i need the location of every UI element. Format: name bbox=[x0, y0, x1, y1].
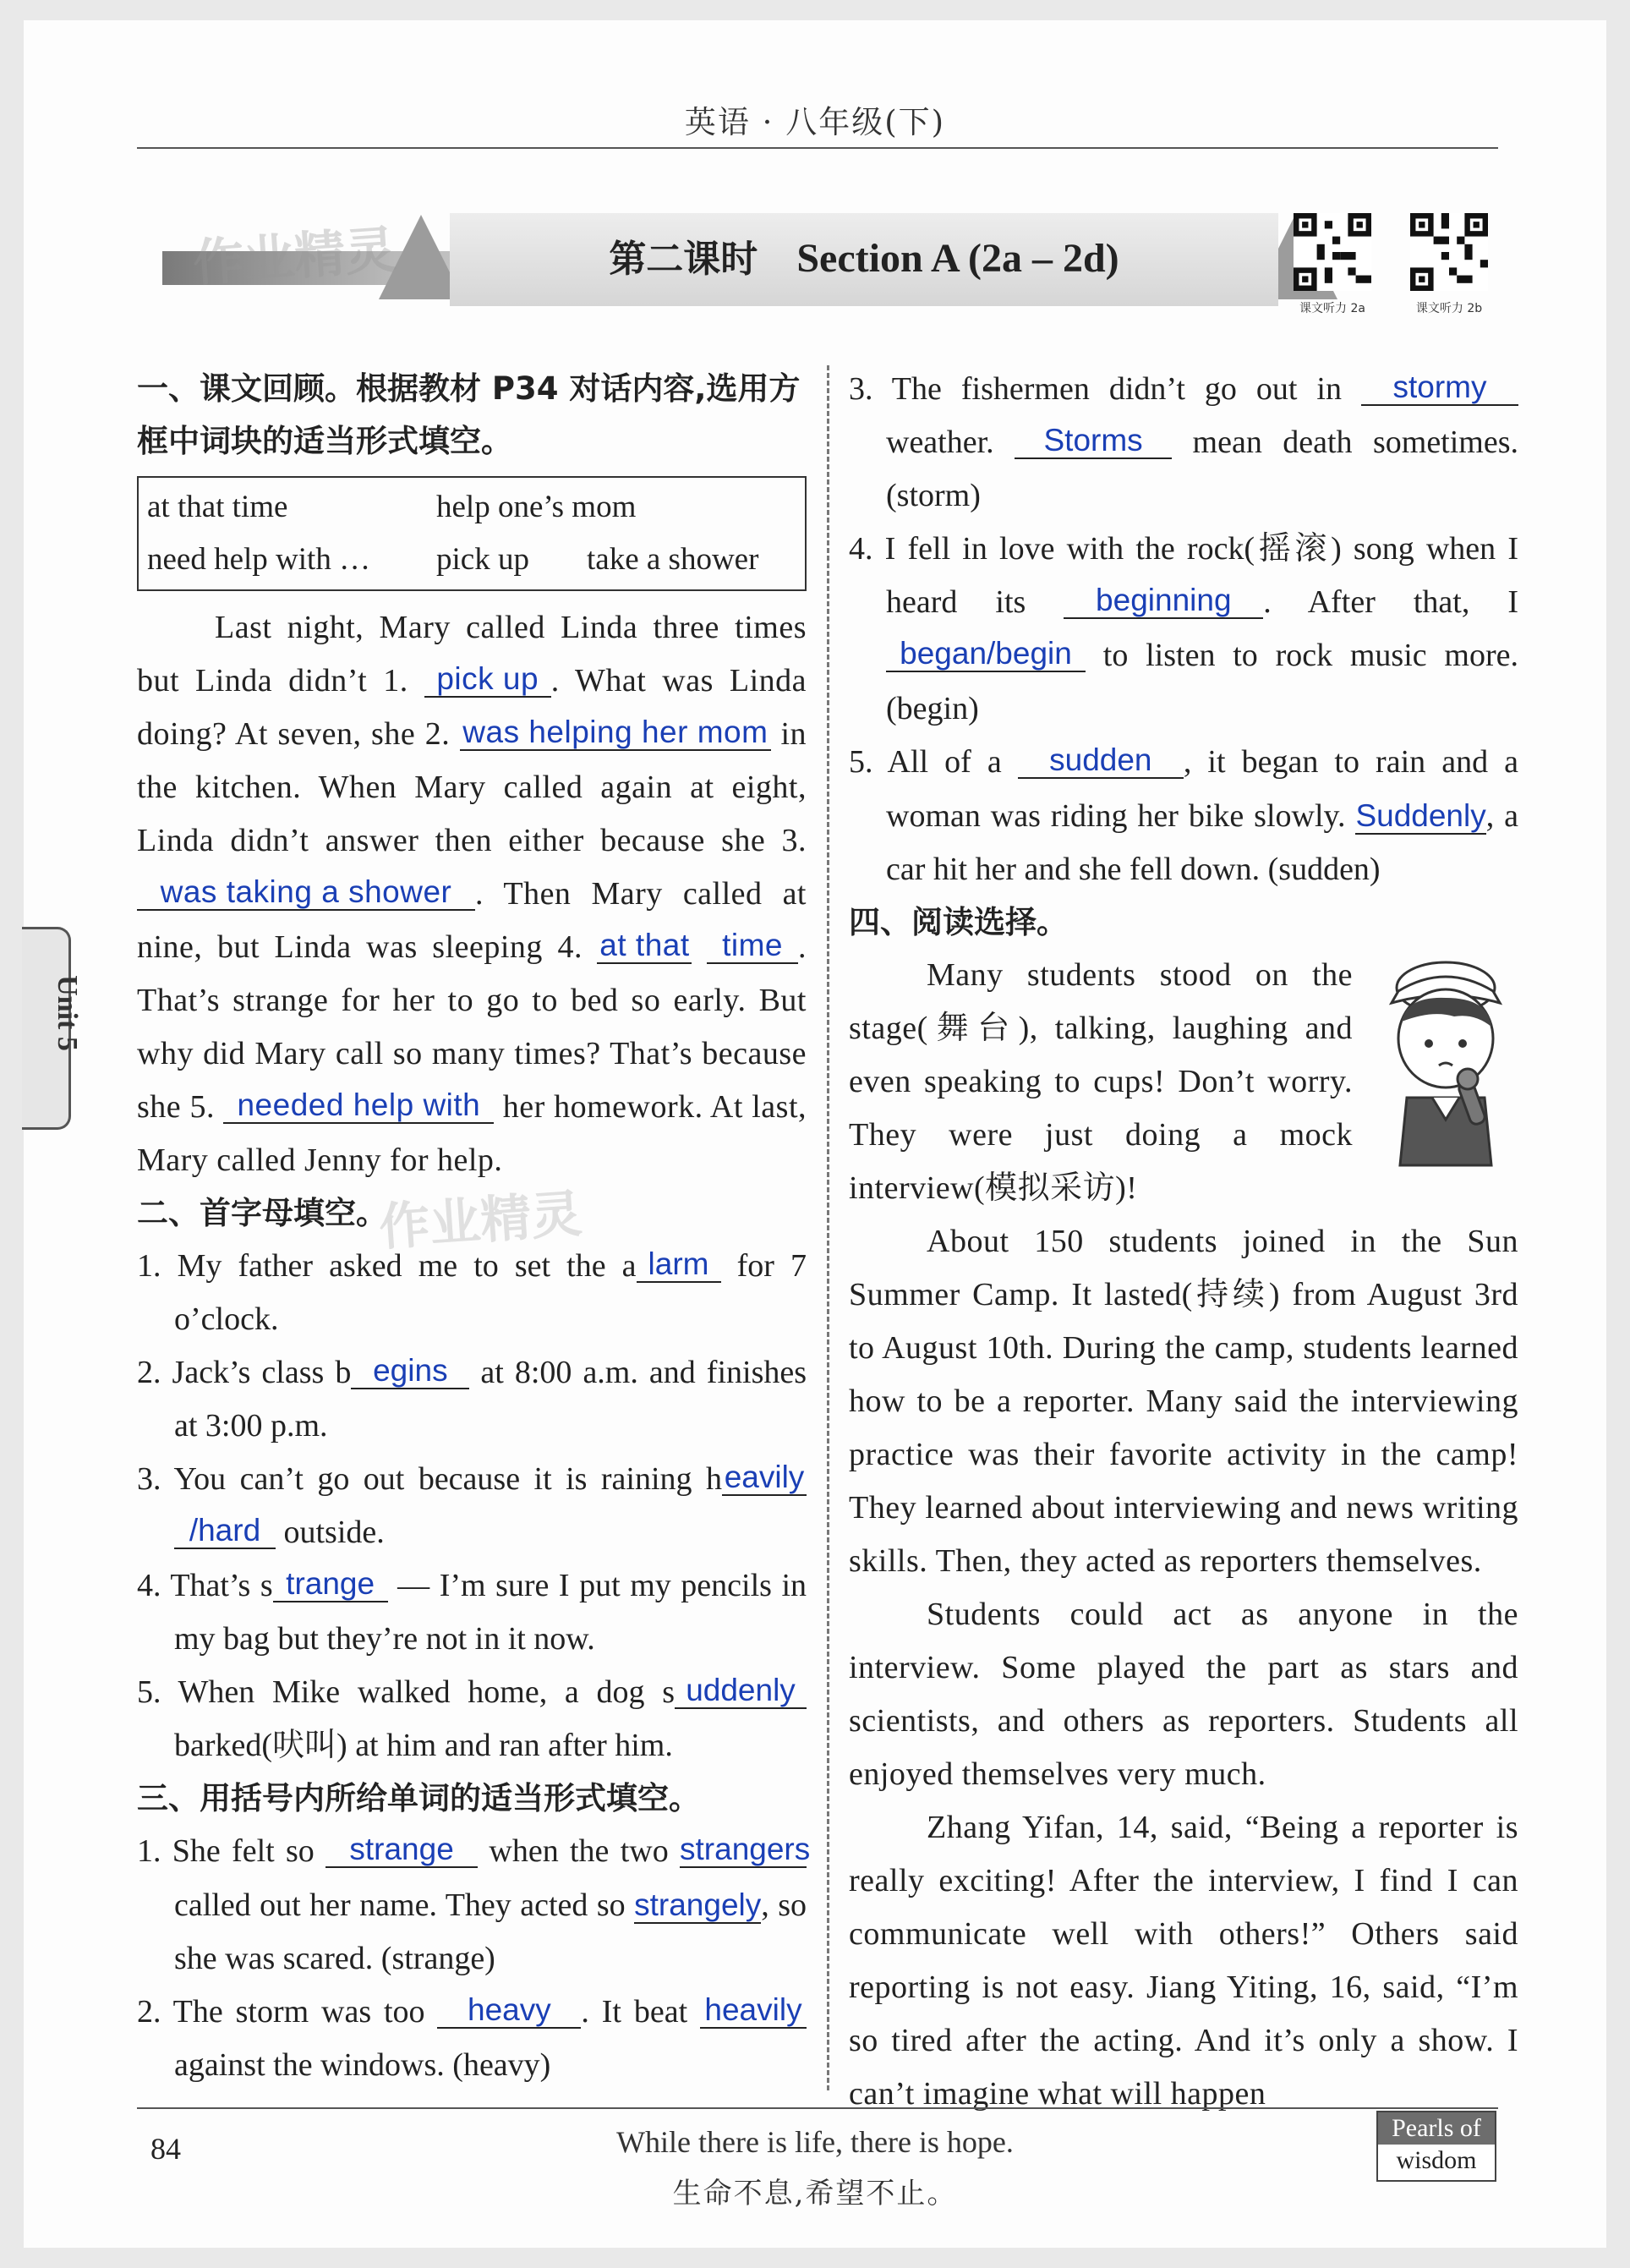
item-text: . After that, I bbox=[1263, 584, 1519, 620]
word-box-row bbox=[147, 481, 796, 534]
word-chunk: at that time bbox=[147, 490, 288, 524]
cloze-item bbox=[137, 1346, 807, 1453]
watermark-logo: 作业精灵 bbox=[377, 1184, 584, 1258]
word-chunk: pick up bbox=[436, 542, 529, 577]
word-chunk: help one’s mom bbox=[436, 490, 637, 524]
answer-blank[interactable]: began/begin bbox=[886, 637, 1086, 672]
item-text: 1. She felt so bbox=[137, 1833, 315, 1869]
answer-blank[interactable]: stormy bbox=[1361, 370, 1518, 406]
lesson-title bbox=[450, 228, 1278, 282]
reading-paragraph: Students could act as anyone in the interview. Some played the part as stars and scientists, and others as reporters. Students all enjoyed themselves very much. bbox=[849, 1597, 1518, 1792]
qr-caption-2a: 课文听力 2a bbox=[1299, 302, 1365, 315]
answer-blank[interactable]: heavily bbox=[700, 1993, 807, 2029]
answer-blank[interactable]: time bbox=[707, 929, 798, 964]
answer-blank[interactable]: beginning bbox=[1064, 583, 1263, 619]
footer-rule bbox=[137, 2107, 1498, 2109]
answer-blank[interactable]: pick up bbox=[424, 662, 551, 698]
answer-blank[interactable]: needed help with bbox=[223, 1088, 494, 1124]
answer-blank[interactable]: sudden bbox=[1018, 743, 1184, 779]
answer-blank[interactable]: Suddenly bbox=[1355, 798, 1486, 833]
section-3-title: 三、用括号内所给单词的适当形式填空。 bbox=[137, 1780, 700, 1816]
item-text: , so she was scared. (strange) bbox=[174, 1887, 807, 1976]
item-text: 4. That’s s bbox=[137, 1568, 273, 1603]
word-box bbox=[137, 476, 807, 591]
word-form-item bbox=[137, 1986, 807, 2092]
header-rule bbox=[137, 147, 1498, 149]
passage-text: Last night, Mary called Linda three times but Linda didn’t 1. bbox=[137, 610, 807, 698]
motto-chinese: 生命不息,希望不止。 bbox=[672, 2177, 958, 2210]
item-text: called out her name. They acted so bbox=[174, 1887, 626, 1923]
item-text: outside. bbox=[283, 1515, 385, 1550]
running-header: 英语 · 八年级(下) bbox=[684, 104, 946, 140]
item-text: , it began to rain and a woman was riding her bike slowly. bbox=[886, 744, 1519, 834]
badge-bottom: wisdom bbox=[1396, 2146, 1477, 2174]
cloze-item bbox=[137, 1453, 807, 1559]
item-text: for 7 o’clock. bbox=[174, 1248, 807, 1337]
reading-paragraph: About 150 students joined in the Sun Summer Camp. It lasted(持续) from August 3rd to August 10th. During the camp, students learned how to be a reporter. Many said the interviewing practice was their favorite activity in the camp! They learned about interviewing and news writing skills. Then, they acted as reporters themselves. bbox=[849, 1224, 1518, 1579]
watermark-logo: 作业精灵 bbox=[191, 220, 398, 294]
section-4-title: 四、阅读选择。 bbox=[849, 904, 1068, 940]
passage-text: . What was Linda doing? At seven, she 2. bbox=[137, 663, 807, 752]
qr-code-icon-2b[interactable] bbox=[1410, 213, 1488, 291]
word-chunk: take a shower bbox=[587, 542, 759, 577]
item-text: to listen to rock music more. (begin) bbox=[886, 638, 1518, 726]
answer-blank[interactable]: heavy bbox=[437, 1993, 581, 2029]
item-text: at 8:00 a.m. and finishes at 3:00 p.m. bbox=[174, 1355, 807, 1444]
reading-paragraph: Zhang Yifan, 14, said, “Being a reporter is really exciting! After the interview, I find I can communicate well with others!” Others said reporting is not easy. Jiang Yiting, 16, said, “I’m so tired after the acting. And it’s only a show. I can’t imagine what will happen bbox=[849, 1810, 1518, 2112]
item-text: 1. My father asked me to set the a bbox=[137, 1248, 637, 1284]
answer-blank[interactable]: strange bbox=[325, 1832, 478, 1868]
item-text: . It beat bbox=[581, 1994, 688, 2030]
item-text: — I’m sure I put my pencils in my bag but they’re not in it now. bbox=[174, 1568, 807, 1657]
item-text: 2. The storm was too bbox=[137, 1994, 425, 2030]
answer-blank[interactable]: at that bbox=[597, 929, 692, 964]
answer-blank[interactable]: /hard bbox=[174, 1514, 276, 1549]
qr-caption-2b: 课文听力 2b bbox=[1415, 302, 1483, 315]
item-text: when the two bbox=[489, 1833, 669, 1869]
qr-code-icon-2a[interactable] bbox=[1294, 213, 1371, 291]
review-passage bbox=[137, 601, 807, 1187]
lesson-title-en: Section A (2a – 2d) bbox=[796, 236, 1119, 281]
answer-blank[interactable]: egins bbox=[351, 1354, 469, 1389]
item-text: 3. You can’t go out because it is raining h bbox=[137, 1461, 722, 1497]
lesson-title-cn: 第二课时 bbox=[609, 238, 758, 281]
reading-paragraph: Many students stood on the stage(舞台), talking, laughing and even speaking to cups! Don’t worry. They were just doing a mock interview(模拟采访)! bbox=[849, 957, 1353, 1206]
item-text: 4. I fell in love with the rock(摇滚) song when I heard its bbox=[849, 531, 1518, 620]
word-chunk: need help with … bbox=[147, 542, 371, 577]
textbook-page bbox=[24, 20, 1606, 2248]
passage-text: . Then Mary called at nine, but Linda was sleeping 4. bbox=[137, 876, 807, 965]
section-2-title: 二、首字母填空。 bbox=[137, 1195, 387, 1231]
answer-blank[interactable]: Storms bbox=[1015, 424, 1172, 459]
item-text: 2. Jack’s class b bbox=[137, 1355, 352, 1390]
item-text: 3. The fishermen didn’t go out in bbox=[849, 371, 1342, 407]
word-form-item bbox=[137, 1825, 811, 1986]
answer-blank[interactable]: was helping her mom bbox=[460, 715, 771, 751]
item-text: 5. All of a bbox=[849, 744, 1002, 780]
answer-blank[interactable]: eavily bbox=[722, 1460, 807, 1496]
cloze-item bbox=[137, 1559, 807, 1666]
answer-blank[interactable]: strangers bbox=[680, 1832, 811, 1866]
section-1-title: 一、课文回顾。根据教材 P34 对话内容,选用方框中词块的适当形式填空。 bbox=[137, 370, 801, 459]
passage-text: her homework. At last, Mary called Jenny for help. bbox=[137, 1089, 807, 1178]
word-form-item bbox=[849, 523, 1518, 736]
column-divider bbox=[827, 365, 829, 2090]
word-form-item bbox=[849, 736, 1518, 896]
page-number: 84 bbox=[150, 2132, 181, 2166]
banner-title-box bbox=[450, 213, 1278, 306]
answer-blank[interactable]: strangely bbox=[634, 1887, 762, 1922]
item-text: , a car hit her and she fell down. (sudden) bbox=[886, 798, 1518, 887]
motto-english: While there is life, there is hope. bbox=[616, 2125, 1014, 2159]
item-text: barked(吠叫) at him and ran after him. bbox=[174, 1728, 673, 1763]
cloze-item bbox=[137, 1666, 807, 1772]
boy-reporter-illustration bbox=[1373, 954, 1518, 1175]
answer-blank[interactable]: larm bbox=[637, 1247, 721, 1283]
item-text: 5. When Mike walked home, a dog s bbox=[137, 1674, 675, 1710]
answer-blank[interactable]: was taking a shower bbox=[137, 875, 475, 911]
unit-tab-label: Unit 5 bbox=[51, 975, 83, 1051]
answer-blank[interactable]: uddenly bbox=[675, 1674, 807, 1709]
word-box-row bbox=[147, 534, 796, 586]
item-text: mean death sometimes. (storm) bbox=[886, 425, 1519, 513]
passage-text: . That’s strange for her to go to bed so early. But why did Mary call so many times? That’s because she 5. bbox=[137, 929, 807, 1125]
item-text: against the windows. (heavy) bbox=[174, 2047, 551, 2083]
passage-text: in the kitchen. When Mary called again at eight, Linda didn’t answer then either because she 3. bbox=[137, 716, 807, 858]
badge-top: Pearls of bbox=[1378, 2112, 1495, 2145]
right-column bbox=[849, 363, 1518, 2121]
answer-blank[interactable]: trange bbox=[273, 1567, 388, 1602]
cloze-item bbox=[137, 1240, 807, 1346]
word-form-item bbox=[849, 363, 1518, 523]
item-text: weather. bbox=[886, 425, 994, 460]
pearls-of-wisdom-badge bbox=[1376, 2111, 1496, 2182]
unit-side-tab[interactable] bbox=[22, 927, 83, 1130]
